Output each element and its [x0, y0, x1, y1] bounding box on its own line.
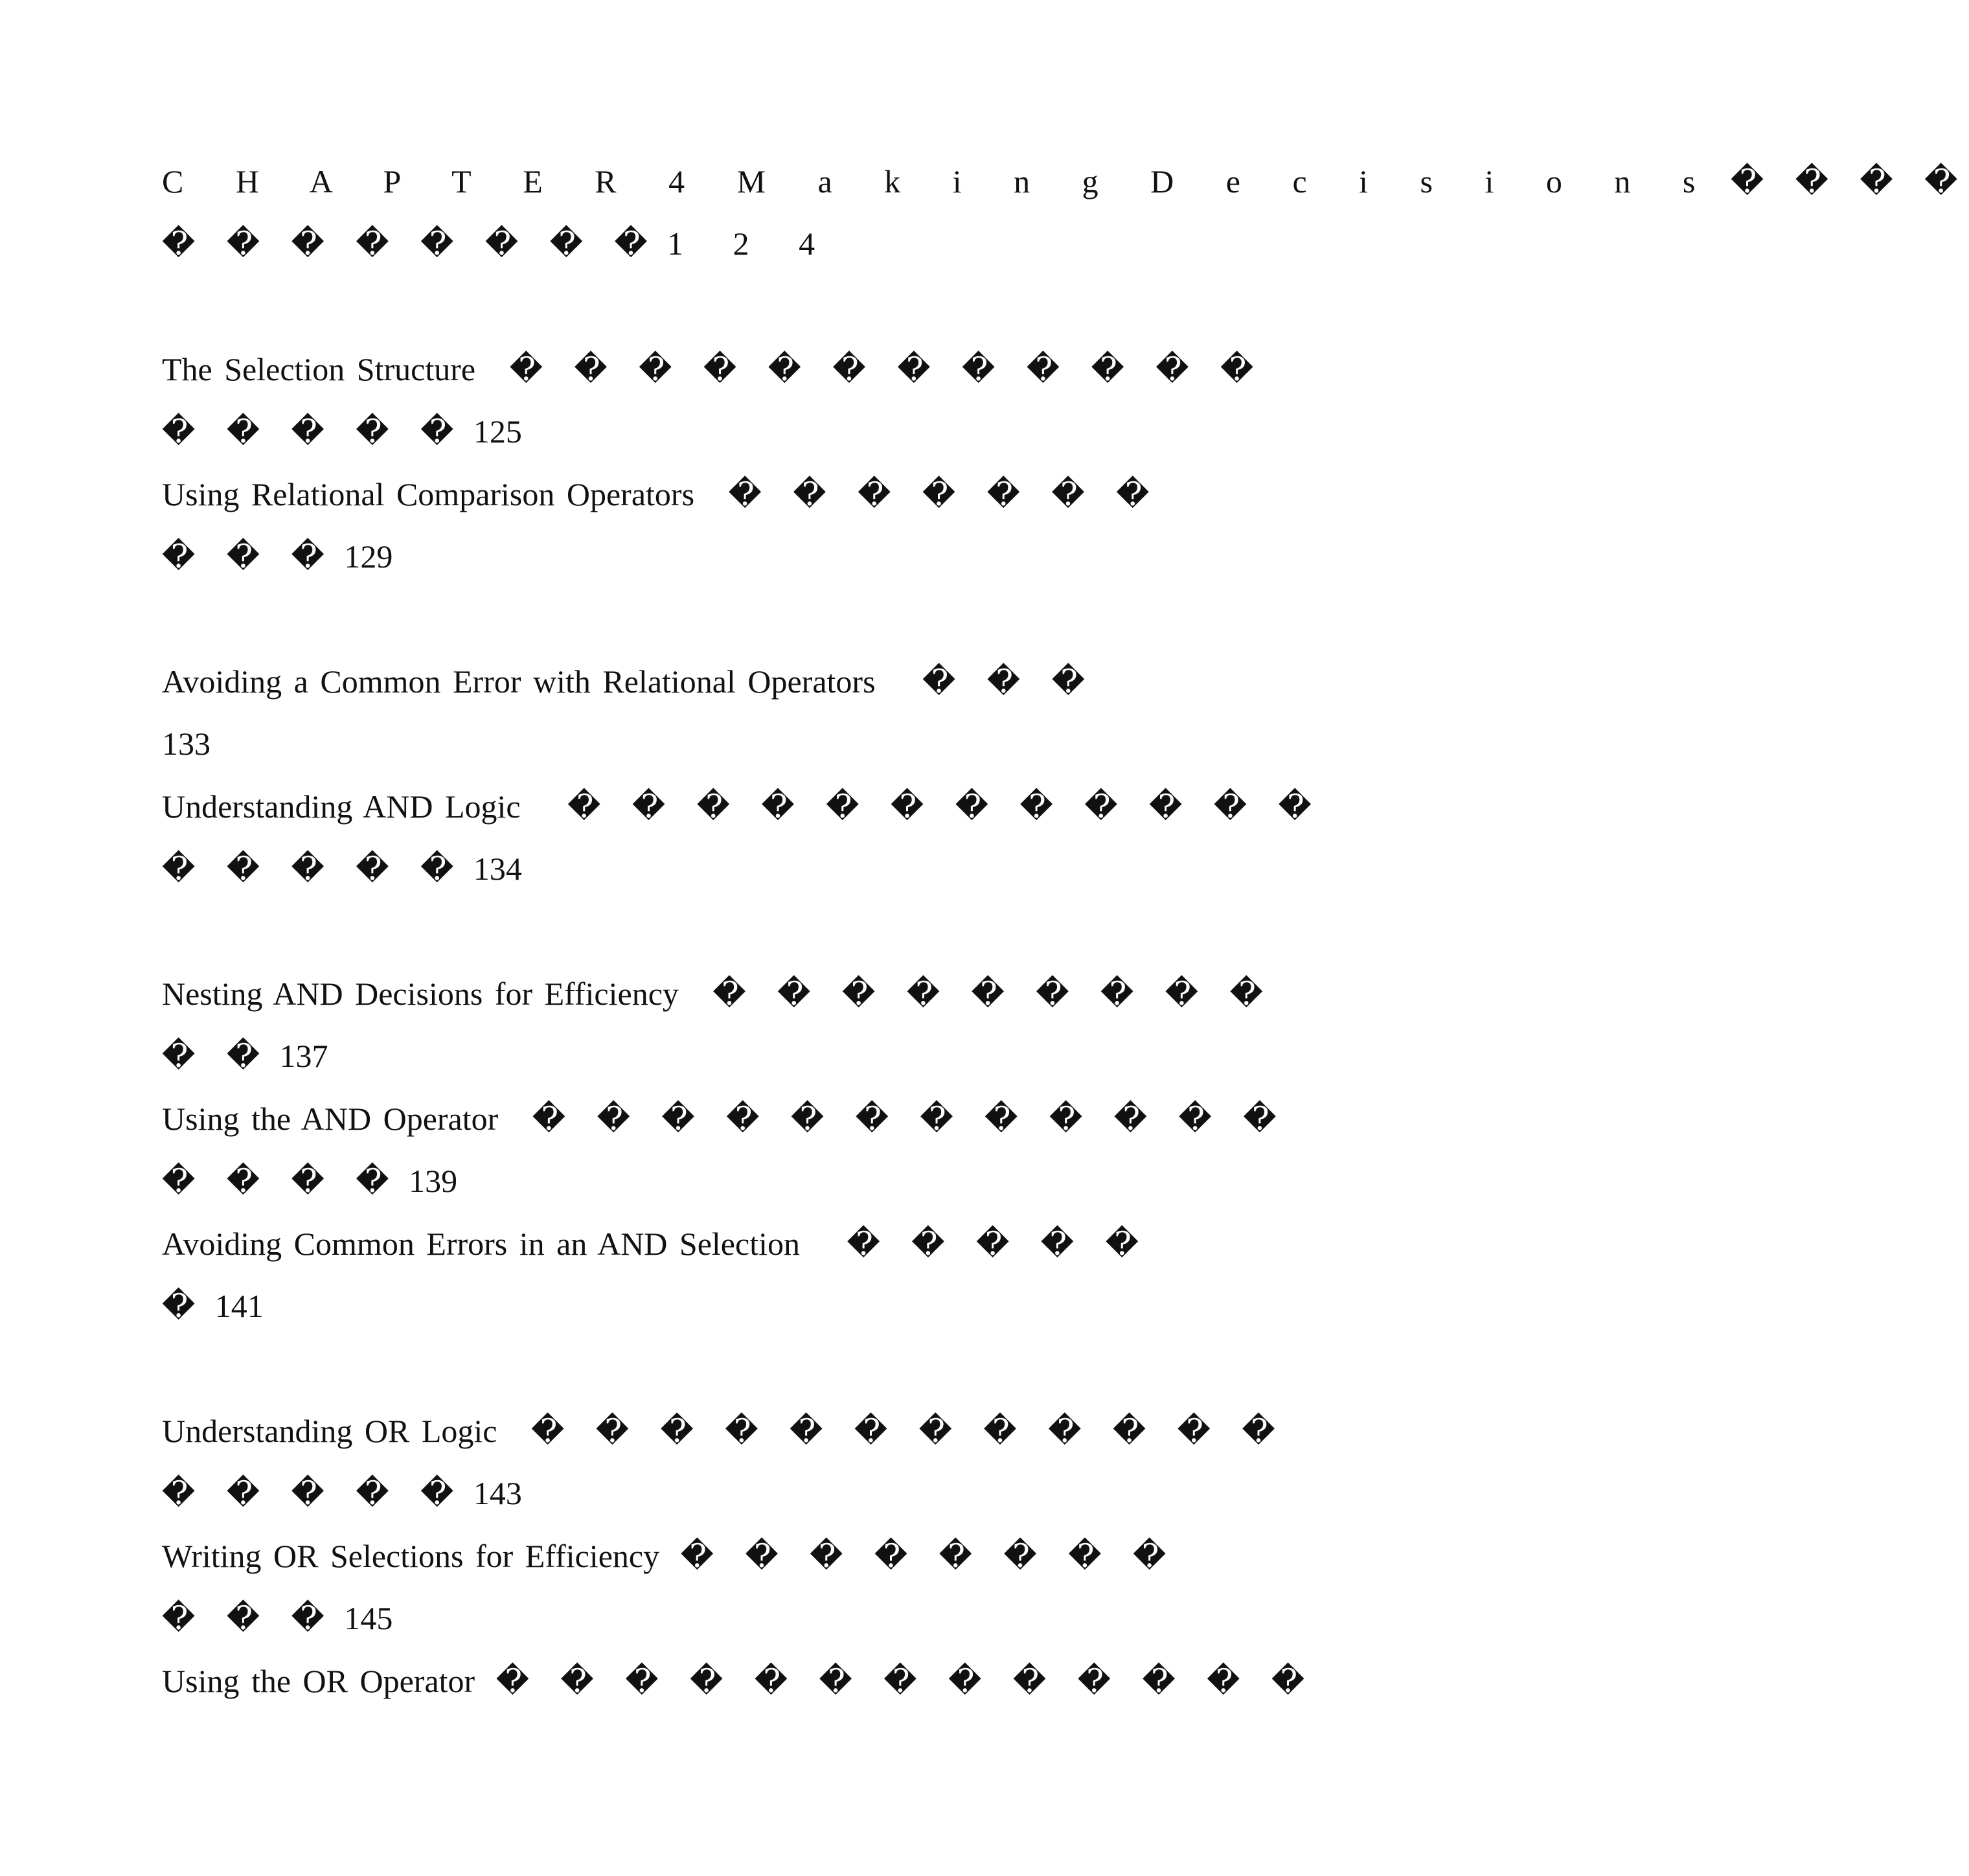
toc-entry-continuation-line [162, 1036, 328, 1075]
toc-leader-dots: � � [162, 1038, 272, 1074]
toc-page-number: 141 [214, 1288, 264, 1324]
toc-leader-dots: � � � � � [847, 1226, 1150, 1262]
toc-entry-title: Avoiding a Common Error with Relational Operators [162, 663, 876, 700]
toc-entry-continuation-line [162, 849, 522, 888]
toc-leader-dots: � � � � � [162, 851, 466, 887]
toc-leader-dots: � � � � [1730, 163, 1969, 200]
toc-leader-dots: � � � � � � � � � � � � � [495, 1663, 1317, 1699]
toc-leader-dots: � � � � � � � � [162, 225, 659, 262]
toc-entry-title: Avoiding Common Errors in an AND Selection [162, 1226, 800, 1262]
toc-page-number: 145 [344, 1600, 393, 1636]
toc-page-number: 1 2 4 [667, 225, 830, 262]
toc-page-number: 129 [344, 538, 393, 575]
toc-entry-title: Nesting AND Decisions for Efficiency [162, 976, 679, 1012]
toc-leader-dots: � [162, 1288, 207, 1324]
toc-entry-continuation-line [162, 1287, 264, 1325]
toc-leader-dots: � � � � � � � � � � � � [530, 1413, 1287, 1449]
toc-entry-continuation-line [162, 724, 211, 763]
toc-leader-dots: � � � � � � � � � � � � [567, 788, 1323, 825]
toc-entry-title: The Selection Structure [162, 351, 476, 387]
toc-entry-continuation-line [162, 537, 393, 576]
toc-leader-dots: � � � � � [162, 1475, 466, 1511]
toc-entry-title-line [162, 787, 1323, 826]
toc-entry-title: C H A P T E R 4 M a k i n g D e c i s i o n s [162, 163, 1710, 200]
toc-entry-title: Using the OR Operator [162, 1663, 475, 1699]
toc-entry-title-line [162, 1412, 1287, 1450]
toc-leader-dots: � � � [922, 663, 1097, 700]
toc-page-number: 137 [279, 1038, 328, 1074]
toc-entry-title: Writing OR Selections for Efficiency [162, 1538, 660, 1574]
toc-leader-dots: � � � � � � � � � � � � [509, 351, 1266, 387]
toc-entry-title-line [162, 974, 1275, 1013]
toc-entry-title: Using the AND Operator [162, 1101, 499, 1137]
toc-leader-dots: � � � [162, 538, 336, 575]
toc-entry-title-line [162, 475, 1161, 514]
toc-leader-dots: � � � � � [162, 413, 466, 450]
toc-leader-dots: � � � � � � � � [680, 1538, 1178, 1574]
toc-leader-dots: � � � � � � � [728, 476, 1161, 512]
toc-entry-title-line [162, 350, 1265, 389]
toc-leader-dots: � � � � � � � � � � � � [532, 1101, 1288, 1137]
toc-entry-title-line [162, 162, 1969, 201]
toc-entry-title-line [162, 1099, 1288, 1138]
toc-leader-dots: � � � [162, 1600, 336, 1636]
toc-leader-dots: � � � � [162, 1163, 401, 1199]
toc-entry-title-line [162, 662, 1097, 701]
toc-page-number: 139 [409, 1163, 458, 1199]
toc-entry-title: Understanding AND Logic [162, 788, 521, 825]
toc-leader-dots: � � � � � � � � � [712, 976, 1275, 1012]
toc-entry-title-line [162, 1662, 1316, 1700]
toc-entry-title: Using Relational Comparison Operators [162, 476, 695, 512]
toc-page-number: 143 [473, 1475, 522, 1511]
toc-entry-continuation-line [162, 412, 522, 451]
toc-entry-continuation-line [162, 1599, 393, 1638]
toc-entry-title-line [162, 1537, 1178, 1575]
toc-page-number: 125 [473, 413, 522, 450]
toc-entry-continuation-line [162, 1161, 457, 1200]
toc-entry-continuation-line [162, 1474, 522, 1513]
toc-entry-title-line [162, 1224, 1150, 1263]
toc-page-number: 133 [162, 726, 211, 762]
toc-entry-title: Understanding OR Logic [162, 1413, 497, 1449]
toc-entry-continuation-line [162, 224, 829, 263]
toc-page-number: 134 [473, 851, 522, 887]
